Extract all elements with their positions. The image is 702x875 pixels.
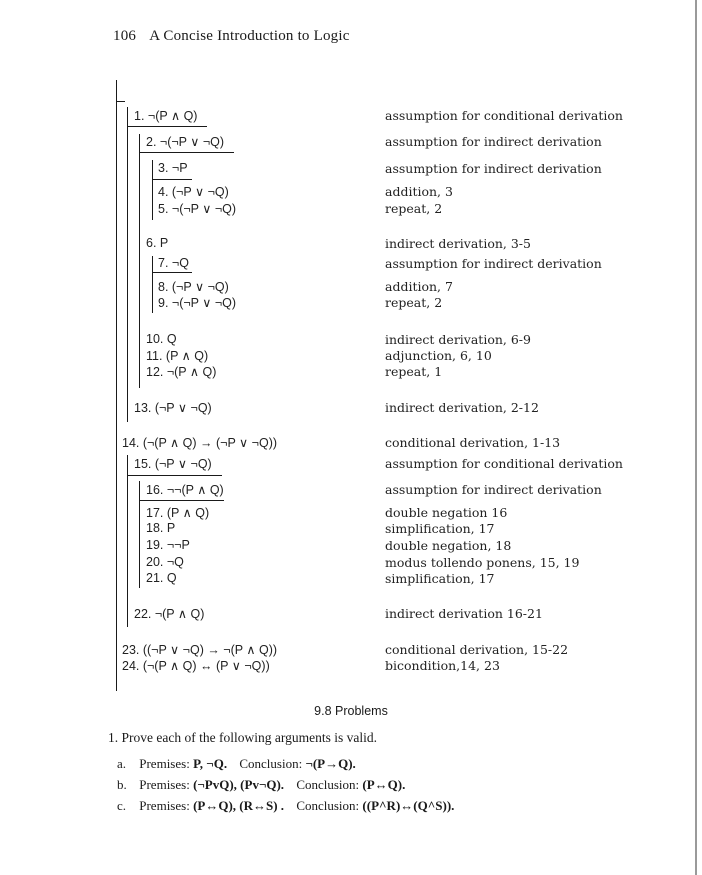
justification: addition, 3	[385, 184, 453, 199]
running-header	[113, 28, 350, 45]
justification: conditional derivation, 15-22	[385, 642, 569, 657]
justification: assumption for indirect derivation	[385, 256, 602, 271]
derivation-line: 3. ¬P	[158, 161, 188, 175]
derivation-line: 14. (¬(P ∧ Q) → (¬P ∨ ¬Q))	[122, 436, 278, 450]
scope-bar-cd1	[127, 107, 128, 422]
conclusion-label: Conclusion:	[296, 798, 360, 813]
justification: assumption for indirect derivation	[385, 134, 602, 149]
problem-intro: 1. Prove each of the following arguments is valid.	[108, 730, 377, 745]
derivation-line: 22. ¬(P ∧ Q)	[134, 607, 205, 621]
justification: indirect derivation, 6-9	[385, 332, 531, 347]
justification: repeat, 2	[385, 295, 443, 310]
page-edge-rule	[695, 0, 697, 875]
justification: assumption for indirect derivation	[385, 161, 602, 176]
scope-tick-main	[116, 101, 125, 102]
derivation-line: 8. (¬P ∨ ¬Q)	[158, 280, 229, 294]
justification: indirect derivation 16-21	[385, 606, 543, 621]
conclusion-label: Conclusion:	[239, 756, 303, 771]
justification: assumption for conditional derivation	[385, 456, 623, 471]
section-title: 9.8 Problems	[314, 704, 388, 718]
scope-bar-id7	[152, 256, 153, 313]
scope-line-id7	[152, 272, 192, 273]
justification: modus tollendo ponens, 15, 19	[385, 555, 580, 570]
justification: addition, 7	[385, 279, 453, 294]
derivation-line: 11. (P ∧ Q)	[146, 349, 209, 363]
problem-label: b.	[117, 777, 127, 792]
scope-line-id2	[139, 152, 234, 153]
scope-line-id16	[139, 500, 224, 501]
derivation-line: 10. Q	[146, 332, 177, 346]
derivation-line: 16. ¬¬(P ∧ Q)	[146, 483, 224, 497]
derivation-line: 5. ¬(¬P ∨ ¬Q)	[158, 202, 237, 216]
justification: assumption for conditional derivation	[385, 108, 623, 123]
conclusion-label: Conclusion:	[296, 777, 360, 792]
scope-bar-id2	[139, 134, 140, 388]
justification: repeat, 2	[385, 201, 443, 216]
conclusion: ¬(P→Q).	[305, 756, 356, 771]
derivation-line: 20. ¬Q	[146, 555, 184, 569]
page-number: 106	[113, 28, 137, 44]
derivation-line: 7. ¬Q	[158, 256, 189, 270]
premises: (¬PvQ), (Pv¬Q).	[193, 777, 285, 792]
justification: adjunction, 6, 10	[385, 348, 492, 363]
conclusion: (P↔Q).	[362, 777, 406, 792]
premises: (P↔Q), (R↔S) .	[193, 798, 285, 813]
scope-bar-id16	[139, 481, 140, 588]
scope-line-id3	[152, 179, 192, 180]
justification: assumption for indirect derivation	[385, 482, 602, 497]
derivation-line: 4. (¬P ∨ ¬Q)	[158, 185, 229, 199]
scope-line-cd1	[127, 126, 207, 127]
justification: simplification, 17	[385, 571, 495, 586]
problem-label: a.	[117, 756, 127, 771]
premises-label: Premises:	[139, 798, 190, 813]
problem-item	[117, 777, 405, 793]
scope-bar-cd15	[127, 455, 128, 627]
conclusion: ((P^R)↔(Q^S)).	[362, 798, 455, 813]
derivation-line: 17. (P ∧ Q)	[146, 506, 210, 520]
scope-line-cd15	[127, 475, 222, 476]
justification: repeat, 1	[385, 364, 443, 379]
derivation-line: 24. (¬(P ∧ Q) ↔ (P ∨ ¬Q))	[122, 659, 270, 673]
premises: P, ¬Q.	[193, 756, 228, 771]
derivation-line: 13. (¬P ∨ ¬Q)	[134, 401, 212, 415]
derivation-line: 15. (¬P ∨ ¬Q)	[134, 457, 212, 471]
problem-item	[117, 756, 356, 772]
justification: conditional derivation, 1-13	[385, 435, 561, 450]
derivation-line: 2. ¬(¬P ∨ ¬Q)	[146, 135, 225, 149]
derivation-line: 1. ¬(P ∧ Q)	[134, 109, 198, 123]
derivation-line: 23. ((¬P ∨ ¬Q) → ¬(P ∧ Q))	[122, 643, 278, 657]
derivation-line: 19. ¬¬P	[146, 538, 190, 552]
problem-label: c.	[117, 798, 127, 813]
justification: indirect derivation, 3-5	[385, 236, 531, 251]
derivation-line: 12. ¬(P ∧ Q)	[146, 365, 217, 379]
problem-item	[117, 798, 454, 814]
derivation-line: 6. P	[146, 236, 169, 250]
derivation-line: 18. P	[146, 521, 176, 535]
scope-bar-main	[116, 80, 117, 691]
justification: double negation, 18	[385, 538, 512, 553]
premises-label: Premises:	[139, 777, 190, 792]
book-title: A Concise Introduction to Logic	[149, 28, 350, 44]
scope-bar-id3	[152, 160, 153, 220]
justification: simplification, 17	[385, 521, 495, 536]
justification: indirect derivation, 2-12	[385, 400, 539, 415]
premises-label: Premises:	[139, 756, 190, 771]
derivation-line: 9. ¬(¬P ∨ ¬Q)	[158, 296, 237, 310]
justification: double negation 16	[385, 505, 508, 520]
justification: bicondition,14, 23	[385, 658, 500, 673]
derivation-line: 21. Q	[146, 571, 177, 585]
